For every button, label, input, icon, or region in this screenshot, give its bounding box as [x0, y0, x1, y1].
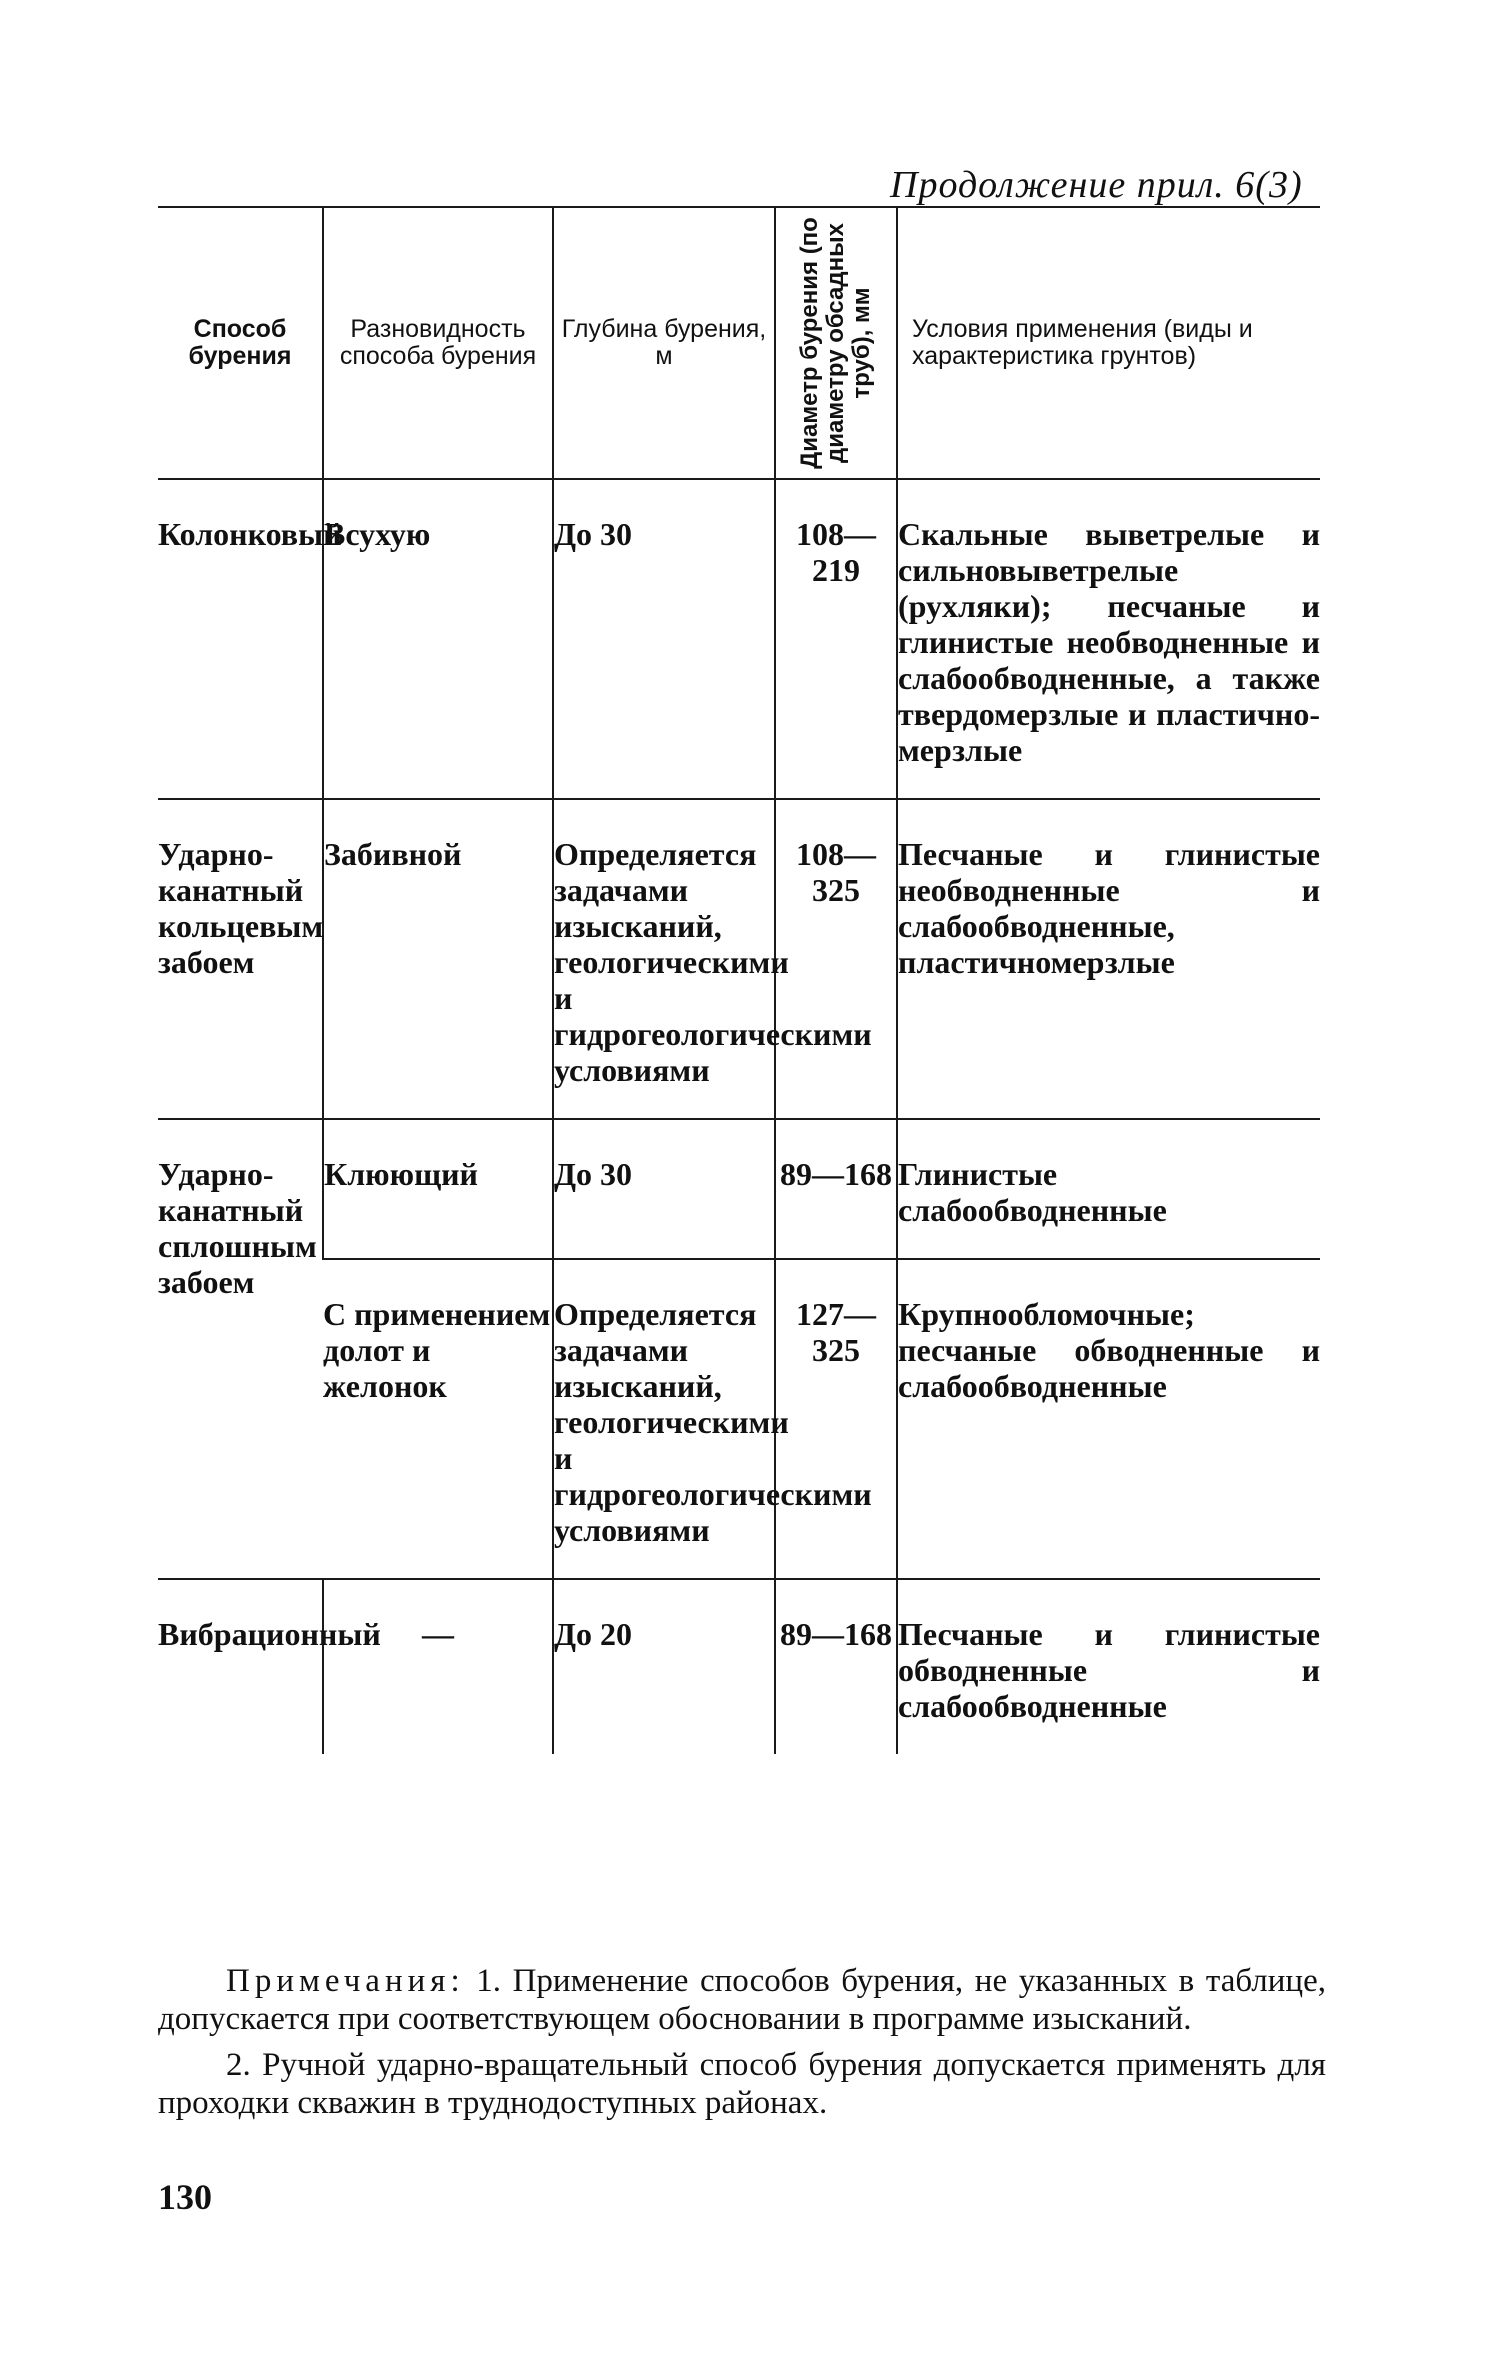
column-header-conditions: Условия применения (виды и характеристика грунтов) — [897, 207, 1320, 479]
cell-method: Ударно-канатный кольцевым забоем — [158, 799, 323, 1119]
cell-method: Колонковый — [158, 479, 323, 799]
note-1-text: 1. Применение способов бурения, не указанных в таблице, допускается при соответствующем обосновании в программе изысканий. — [158, 1963, 1326, 2037]
table-body — [158, 479, 1320, 1754]
cell-depth: Определяется задачами изысканий, геологическими и гидрогеологическими условиями — [553, 1259, 775, 1579]
continuation-header: Продолжение прил. 6(3) — [890, 164, 1303, 206]
cell-variant: Всухую — [323, 479, 553, 799]
column-header-diameter — [775, 207, 897, 479]
cell-variant: — — [323, 1579, 553, 1754]
cell-depth: До 30 — [553, 1119, 775, 1259]
column-header-method: Способ бурения — [188, 315, 292, 370]
cell-diameter: 108—219 — [775, 479, 897, 799]
table-header-row — [158, 207, 1320, 479]
column-header-variant: Разновидность способа бурения — [323, 207, 553, 479]
table-row — [158, 479, 1320, 799]
cell-conditions: Крупнообломочные; песчаные обводненные и слабообводненные — [897, 1259, 1320, 1579]
cell-depth: До 20 — [553, 1579, 775, 1754]
cell-variant: Клюющий — [323, 1119, 553, 1259]
notes-section — [158, 1962, 1326, 2130]
cell-conditions: Песчаные и глинистые обводненные и слабообводненные — [897, 1579, 1320, 1754]
cell-diameter: 89—168 — [775, 1579, 897, 1754]
drilling-methods-table-wrapper — [158, 206, 1320, 1754]
cell-conditions: Глинистые слабообводненные — [897, 1119, 1320, 1259]
cell-conditions: Песчаные и глинистые необводненные и слабообводненные, пластичномерзлые — [897, 799, 1320, 1119]
column-header-depth: Глубина бурения, м — [553, 207, 775, 479]
cell-diameter: 89—168 — [775, 1119, 897, 1259]
cell-method: Вибрационный — [158, 1579, 323, 1754]
table-row — [158, 1119, 1320, 1259]
cell-variant: Забивной — [323, 799, 553, 1119]
cell-depth: Определяется задачами изысканий, геологическими и гидрогеологическими условиями — [553, 799, 775, 1119]
page-number: 130 — [158, 2177, 212, 2217]
note-1 — [158, 1962, 1326, 2038]
table-header — [158, 207, 1320, 479]
cell-diameter: 108—325 — [775, 799, 897, 1119]
cell-method: Ударно-канатный сплошным забоем — [158, 1119, 323, 1579]
cell-depth: До 30 — [553, 479, 775, 799]
cell-conditions: Скальные выветрелые и сильновыветрелые (рухляки); песчаные и глинистые необводненные и слабообводненные, а также твердомерзлые и пластично-мерзлые — [897, 479, 1320, 799]
table-row — [158, 1579, 1320, 1754]
cell-variant: С применением долот и желонок — [323, 1259, 553, 1579]
table-row — [158, 1259, 1320, 1579]
column-header-diameter-text: Диаметр бурения (по диаметру обсадных труб), мм — [796, 217, 875, 469]
notes-label: Примечания: — [226, 1963, 465, 1999]
note-2-text: 2. Ручной ударно-вращательный способ бурения допускается применять для проходки скважин в труднодоступных районах. — [158, 2047, 1326, 2121]
cell-diameter: 127—325 — [775, 1259, 897, 1579]
table-row — [158, 799, 1320, 1119]
note-2 — [158, 2046, 1326, 2122]
drilling-methods-table — [158, 206, 1320, 1754]
